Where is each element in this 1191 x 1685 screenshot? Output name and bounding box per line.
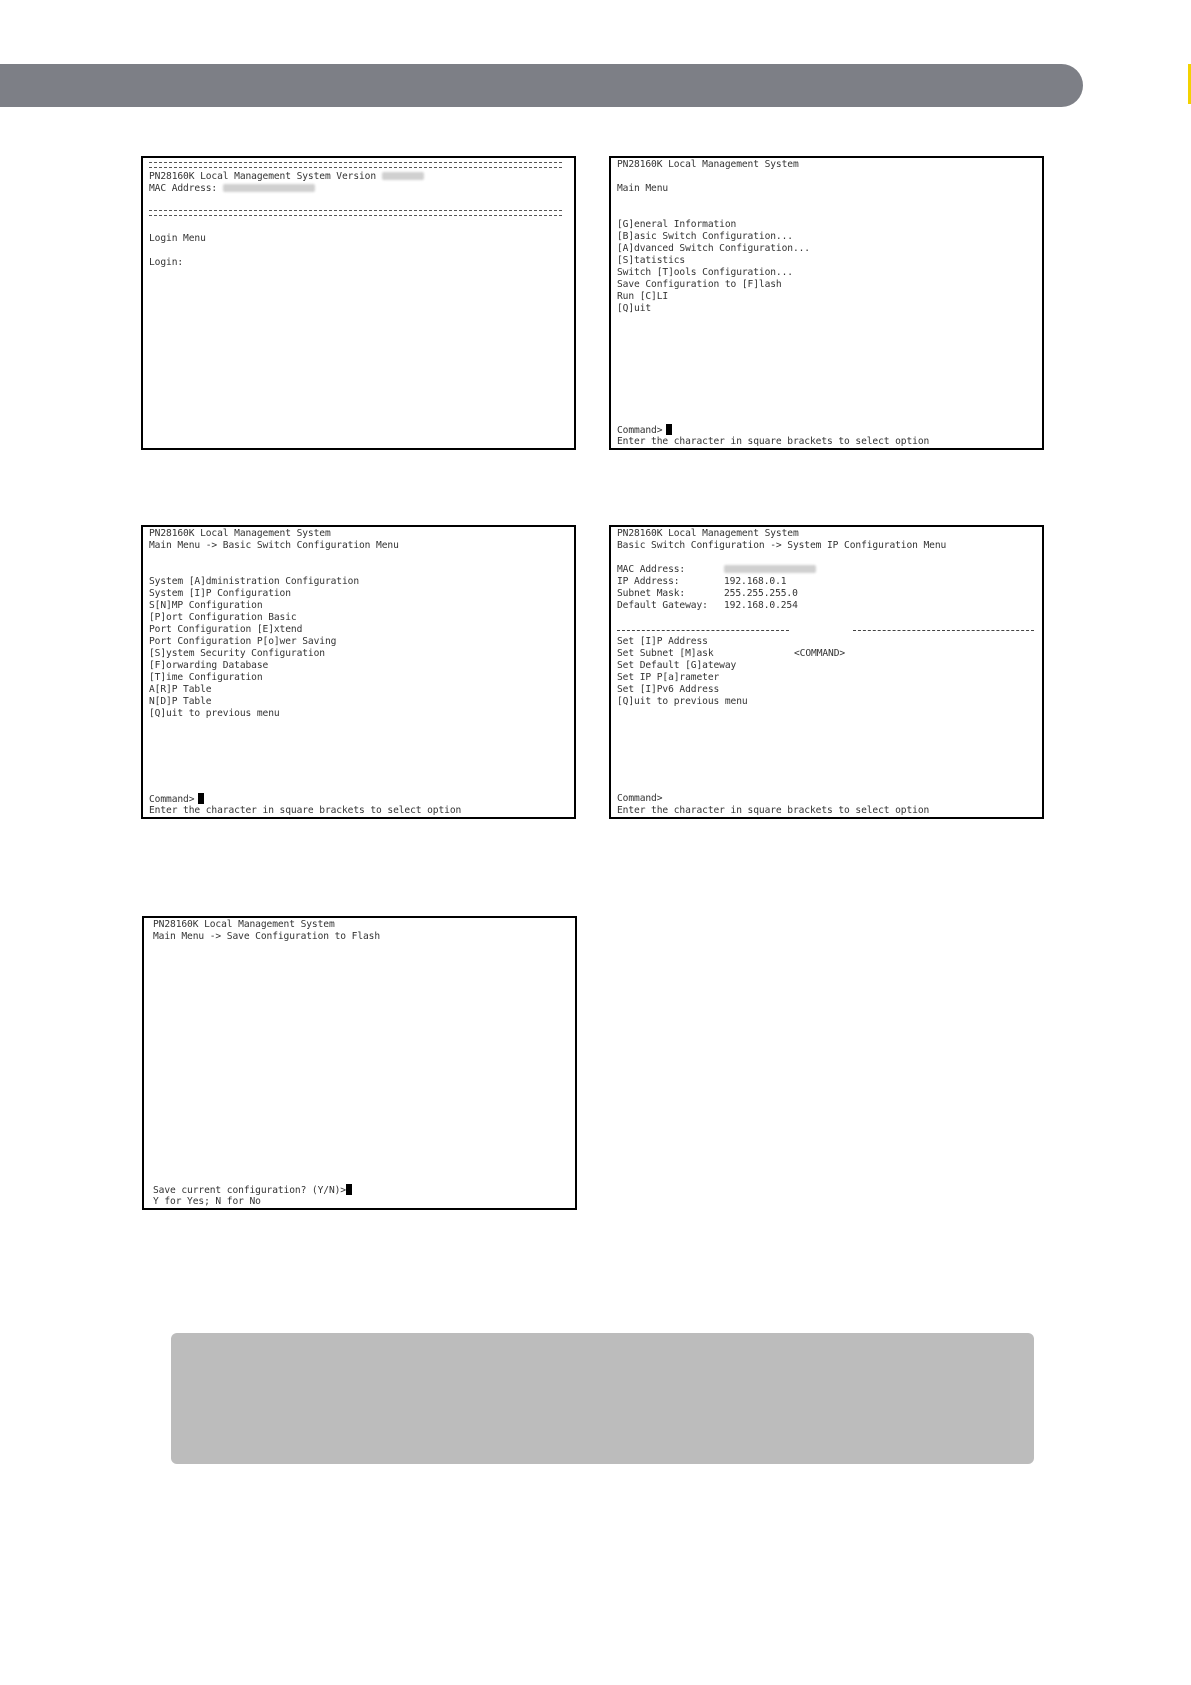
hint-text: Enter the character in square brackets to select option [617,805,930,816]
command-divider-label: <COMMAND> [794,648,846,659]
field-mac-address-value [724,564,816,576]
menu-item-time-configuration[interactable]: [T]ime Configuration [149,672,263,683]
menu-item-system-ip[interactable]: System [I]P Configuration [149,588,291,599]
menu-item-system-administration[interactable]: System [A]dministration Configuration [149,576,360,587]
field-default-gateway-value: 192.168.0.254 [724,600,798,611]
mac-label: MAC Address: [149,183,218,194]
menu-item-quit-previous[interactable]: [Q]uit to previous menu [149,708,280,719]
redacted-mac [724,565,816,573]
page-header-bar [0,64,1083,107]
save-prompt-text: Save current configuration? (Y/N)> [153,1185,346,1196]
cursor-icon [198,793,204,804]
separator-line [149,162,562,168]
menu-item-set-ip-address[interactable]: Set [I]P Address [617,636,708,647]
login-menu-title: Login Menu [149,233,206,244]
menu-item-ndp-table[interactable]: N[D]P Table [149,696,212,707]
cursor-icon [666,424,672,435]
field-mac-address-label: MAC Address: [617,564,686,575]
terminal-system-ip-config [609,525,1044,819]
terminal-main-menu [609,156,1044,450]
screen-title: PN28160K Local Management System Version [149,171,377,182]
field-default-gateway-label: Default Gateway: [617,600,708,611]
breadcrumb: Main Menu -> Basic Switch Configuration Menu [149,540,399,551]
mac-line [149,183,315,195]
command-label: Command> [617,425,663,436]
menu-item-switch-tools-configuration[interactable]: Switch [T]ools Configuration... [617,267,793,278]
redacted-version [382,172,424,180]
field-subnet-mask-value: 255.255.255.0 [724,588,798,599]
screen-title: PN28160K Local Management System [617,528,799,539]
menu-item-arp-table[interactable]: A[R]P Table [149,684,212,695]
cursor-icon [346,1184,352,1195]
divider-dash-right [853,630,1034,631]
version-line [149,171,424,183]
menu-item-port-power-saving[interactable]: Port Configuration P[o]wer Saving [149,636,337,647]
terminal-save-configuration [142,916,577,1210]
menu-item-port-config-basic[interactable]: [P]ort Configuration Basic [149,612,297,623]
command-prompt[interactable] [149,793,204,805]
note-box [171,1333,1034,1464]
separator-line [149,210,562,216]
screen-title: PN28160K Local Management System [617,159,799,170]
command-prompt[interactable]: Command> [617,793,663,804]
menu-item-forwarding-database[interactable]: [F]orwarding Database [149,660,269,671]
menu-item-statistics[interactable]: [S]tatistics [617,255,686,266]
menu-item-run-cli[interactable]: Run [C]LI [617,291,669,302]
menu-item-save-configuration[interactable]: Save Configuration to [F]lash [617,279,782,290]
hint-text: Y for Yes; N for No [153,1196,261,1207]
hint-text: Enter the character in square brackets to select option [149,805,462,816]
menu-item-set-default-gateway[interactable]: Set Default [G]ateway [617,660,737,671]
breadcrumb: Main Menu -> Save Configuration to Flash [153,931,381,942]
menu-item-set-ip-parameter[interactable]: Set IP P[a]rameter [617,672,720,683]
menu-item-system-security[interactable]: [S]ystem Security Configuration [149,648,325,659]
terminal-login-screen [141,156,576,450]
field-ip-address-value: 192.168.0.1 [724,576,787,587]
menu-item-snmp[interactable]: S[N]MP Configuration [149,600,263,611]
screen-title: PN28160K Local Management System [149,528,331,539]
menu-item-quit-previous[interactable]: [Q]uit to previous menu [617,696,748,707]
hint-text: Enter the character in square brackets to select option [617,436,930,447]
menu-item-set-ipv6-address[interactable]: Set [I]Pv6 Address [617,684,720,695]
field-ip-address-label: IP Address: [617,576,680,587]
save-confirm-prompt[interactable] [153,1184,352,1196]
field-subnet-mask-label: Subnet Mask: [617,588,686,599]
command-prompt[interactable] [617,424,672,436]
menu-item-set-subnet-mask[interactable]: Set Subnet [M]ask [617,648,714,659]
screen-title: PN28160K Local Management System [153,919,335,930]
breadcrumb: Basic Switch Configuration -> System IP Configuration Menu [617,540,947,551]
terminal-basic-switch-config [141,525,576,819]
menu-item-port-config-extend[interactable]: Port Configuration [E]xtend [149,624,303,635]
menu-item-advanced-switch-configuration[interactable]: [A]dvanced Switch Configuration... [617,243,810,254]
menu-item-basic-switch-configuration[interactable]: [B]asic Switch Configuration... [617,231,793,242]
redacted-mac [223,184,315,192]
command-label: Command> [149,794,195,805]
menu-title: Main Menu [617,183,669,194]
menu-item-general-information[interactable]: [G]eneral Information [617,219,737,230]
login-prompt[interactable]: Login: [149,257,184,268]
menu-item-quit[interactable]: [Q]uit [617,303,652,314]
divider-dash-left [617,630,789,631]
